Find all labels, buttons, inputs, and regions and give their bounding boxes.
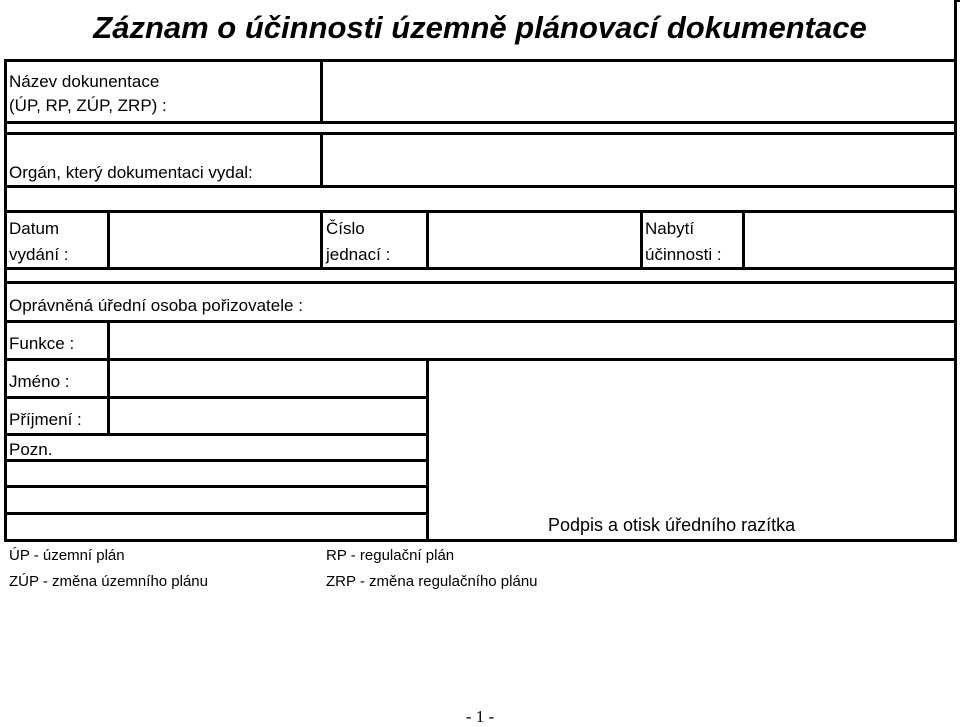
- row-rule: [4, 267, 957, 270]
- legend-rp: RP - regulační plán: [326, 547, 455, 564]
- signature-label: Podpis a otisk úředního razítka: [548, 515, 796, 535]
- surname-field[interactable]: [110, 399, 426, 433]
- issuer-label: Orgán, který dokumentaci vydal:: [9, 163, 253, 182]
- surname-label: Příjmení :: [9, 410, 82, 429]
- ref-no-label-line1: Číslo: [326, 219, 365, 238]
- divider-effective-label: [640, 213, 643, 270]
- issue-date-label-line1: Datum: [9, 219, 60, 238]
- row-rule: [4, 281, 957, 284]
- frame-right-line: [954, 0, 957, 542]
- page-number: - 1 -: [465, 707, 495, 726]
- issue-date-label-line2: vydání :: [9, 245, 69, 264]
- function-field[interactable]: [110, 323, 954, 358]
- doc-name-label-line1: Název dokunentace: [9, 72, 160, 91]
- effective-label-line2: účinnosti :: [645, 245, 722, 264]
- frame-bottom-line: [4, 539, 957, 542]
- ref-no-field[interactable]: [429, 213, 640, 267]
- row-rule: [4, 185, 957, 188]
- function-label: Funkce :: [9, 334, 75, 353]
- issue-date-field[interactable]: [110, 213, 320, 267]
- form-title: Záznam o účinnosti územně plánovací dokumentace: [93, 10, 867, 45]
- first-name-label: Jméno :: [9, 372, 70, 391]
- legend-zup: ZÚP - změna územního plánu: [9, 573, 208, 590]
- official-label: Oprávněná úřední osoba pořizovatele :: [9, 296, 303, 315]
- ref-no-label-line2: jednací :: [326, 245, 391, 264]
- row-rule: [4, 121, 957, 124]
- frame-top-edge: [954, 0, 960, 2]
- note-field[interactable]: [7, 436, 426, 539]
- signature-box: [429, 361, 954, 539]
- divider-ref-label: [320, 213, 323, 270]
- issuer-field[interactable]: [323, 135, 954, 185]
- legend-up: ÚP - územní plán: [9, 547, 125, 564]
- doc-name-label-line2: (ÚP, RP, ZÚP, ZRP) :: [9, 96, 167, 115]
- effective-label-line1: Nabytí: [645, 219, 695, 238]
- first-name-field[interactable]: [110, 361, 426, 396]
- effective-date-field[interactable]: [745, 213, 954, 267]
- doc-name-field[interactable]: [323, 62, 954, 121]
- note-label: Pozn.: [9, 440, 53, 459]
- legend-zrp: ZRP - změna regulačního plánu: [326, 573, 538, 590]
